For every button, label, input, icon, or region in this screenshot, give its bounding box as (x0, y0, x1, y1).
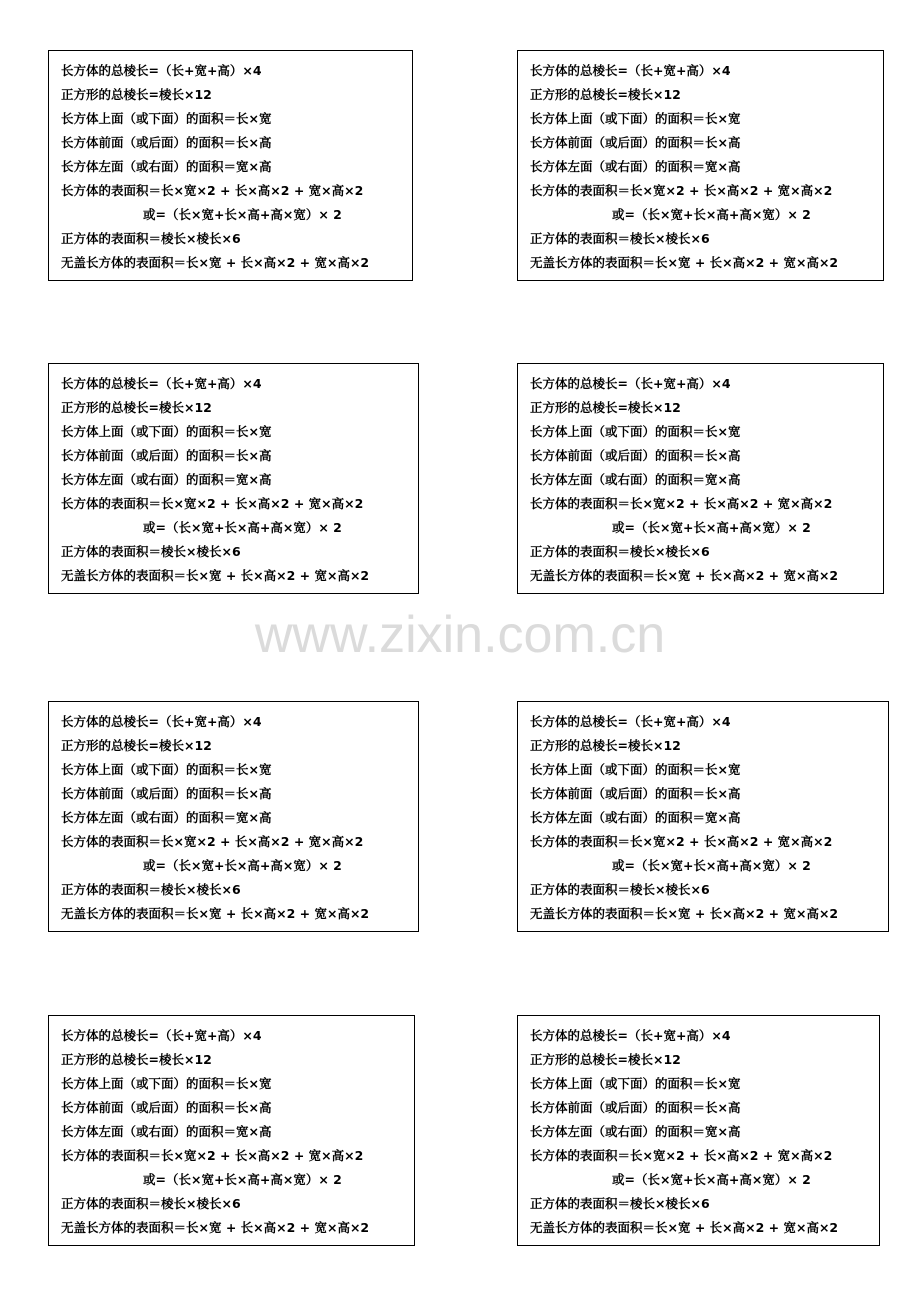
total-edge-cuboid-line: 长方体的总棱长=（长+宽+高）×4 (530, 714, 731, 729)
front-face-area-line: 长方体前面（或后面）的面积＝长×高 (530, 135, 741, 150)
cuboid-surface-area-line: 长方体的表面积＝长×宽×2 + 长×高×2 + 宽×高×2 (61, 183, 364, 198)
open-cuboid-surface-area-line: 无盖长方体的表面积＝长×宽 + 长×高×2 + 宽×高×2 (61, 1220, 370, 1235)
cuboid-surface-area-alt-line: 或=（长×宽+长×高+高×宽）× 2 (143, 1172, 342, 1187)
cube-surface-area-line: 正方体的表面积＝棱长×棱长×6 (530, 1196, 710, 1211)
total-edge-cuboid-line: 长方体的总棱长=（长+宽+高）×4 (61, 376, 262, 391)
total-edge-cuboid-line: 长方体的总棱长=（长+宽+高）×4 (530, 376, 731, 391)
cuboid-surface-area-line: 长方体的表面积＝长×宽×2 + 长×高×2 + 宽×高×2 (530, 1148, 833, 1163)
top-face-area-line: 长方体上面（或下面）的面积＝长×宽 (530, 762, 741, 777)
total-edge-square-line: 正方形的总棱长=棱长×12 (530, 400, 681, 415)
left-face-area-line: 长方体左面（或右面）的面积＝宽×高 (530, 472, 741, 487)
formula-card-6 (517, 701, 889, 932)
open-cuboid-surface-area-line: 无盖长方体的表面积＝长×宽 + 长×高×2 + 宽×高×2 (61, 255, 370, 270)
cuboid-surface-area-line: 长方体的表面积＝长×宽×2 + 长×高×2 + 宽×高×2 (61, 496, 364, 511)
cuboid-surface-area-line: 长方体的表面积＝长×宽×2 + 长×高×2 + 宽×高×2 (530, 834, 833, 849)
open-cuboid-surface-area-line: 无盖长方体的表面积＝长×宽 + 长×高×2 + 宽×高×2 (530, 906, 839, 921)
front-face-area-line: 长方体前面（或后面）的面积＝长×高 (530, 1100, 741, 1115)
cube-surface-area-line: 正方体的表面积＝棱长×棱长×6 (61, 882, 241, 897)
open-cuboid-surface-area-line: 无盖长方体的表面积＝长×宽 + 长×高×2 + 宽×高×2 (530, 568, 839, 583)
top-face-area-line: 长方体上面（或下面）的面积＝长×宽 (530, 111, 741, 126)
left-face-area-line: 长方体左面（或右面）的面积＝宽×高 (61, 472, 272, 487)
top-face-area-line: 长方体上面（或下面）的面积＝长×宽 (61, 424, 272, 439)
top-face-area-line: 长方体上面（或下面）的面积＝长×宽 (61, 762, 272, 777)
formula-card-4 (517, 363, 884, 594)
formula-card-1 (48, 50, 413, 281)
open-cuboid-surface-area-line: 无盖长方体的表面积＝长×宽 + 长×高×2 + 宽×高×2 (61, 568, 370, 583)
cuboid-surface-area-alt-line: 或=（长×宽+长×高+高×宽）× 2 (612, 1172, 811, 1187)
cuboid-surface-area-line: 长方体的表面积＝长×宽×2 + 长×高×2 + 宽×高×2 (530, 183, 833, 198)
cuboid-surface-area-line: 长方体的表面积＝长×宽×2 + 长×高×2 + 宽×高×2 (530, 496, 833, 511)
front-face-area-line: 长方体前面（或后面）的面积＝长×高 (61, 786, 272, 801)
cuboid-surface-area-line: 长方体的表面积＝长×宽×2 + 长×高×2 + 宽×高×2 (61, 1148, 364, 1163)
cube-surface-area-line: 正方体的表面积＝棱长×棱长×6 (61, 231, 241, 246)
left-face-area-line: 长方体左面（或右面）的面积＝宽×高 (61, 810, 272, 825)
front-face-area-line: 长方体前面（或后面）的面积＝长×高 (530, 448, 741, 463)
top-face-area-line: 长方体上面（或下面）的面积＝长×宽 (530, 1076, 741, 1091)
total-edge-square-line: 正方形的总棱长=棱长×12 (61, 738, 212, 753)
total-edge-square-line: 正方形的总棱长=棱长×12 (530, 87, 681, 102)
formula-card-8 (517, 1015, 880, 1246)
left-face-area-line: 长方体左面（或右面）的面积＝宽×高 (530, 1124, 741, 1139)
watermark: www.zixin.com.cn (254, 606, 666, 664)
cuboid-surface-area-alt-line: 或=（长×宽+长×高+高×宽）× 2 (143, 520, 342, 535)
front-face-area-line: 长方体前面（或后面）的面积＝长×高 (61, 448, 272, 463)
cube-surface-area-line: 正方体的表面积＝棱长×棱长×6 (530, 882, 710, 897)
formula-card-2 (517, 50, 884, 281)
total-edge-square-line: 正方形的总棱长=棱长×12 (530, 1052, 681, 1067)
total-edge-square-line: 正方形的总棱长=棱长×12 (61, 400, 212, 415)
total-edge-cuboid-line: 长方体的总棱长=（长+宽+高）×4 (530, 63, 731, 78)
cuboid-surface-area-line: 长方体的表面积＝长×宽×2 + 长×高×2 + 宽×高×2 (61, 834, 364, 849)
cuboid-surface-area-alt-line: 或=（长×宽+长×高+高×宽）× 2 (612, 207, 811, 222)
top-face-area-line: 长方体上面（或下面）的面积＝长×宽 (530, 424, 741, 439)
total-edge-cuboid-line: 长方体的总棱长=（长+宽+高）×4 (530, 1028, 731, 1043)
left-face-area-line: 长方体左面（或右面）的面积＝宽×高 (530, 159, 741, 174)
total-edge-square-line: 正方形的总棱长=棱长×12 (61, 1052, 212, 1067)
total-edge-cuboid-line: 长方体的总棱长=（长+宽+高）×4 (61, 1028, 262, 1043)
cuboid-surface-area-alt-line: 或=（长×宽+长×高+高×宽）× 2 (612, 858, 811, 873)
cube-surface-area-line: 正方体的表面积＝棱长×棱长×6 (530, 231, 710, 246)
cuboid-surface-area-alt-line: 或=（长×宽+长×高+高×宽）× 2 (612, 520, 811, 535)
cube-surface-area-line: 正方体的表面积＝棱长×棱长×6 (530, 544, 710, 559)
left-face-area-line: 长方体左面（或右面）的面积＝宽×高 (61, 159, 272, 174)
front-face-area-line: 长方体前面（或后面）的面积＝长×高 (61, 135, 272, 150)
front-face-area-line: 长方体前面（或后面）的面积＝长×高 (61, 1100, 272, 1115)
formula-card-5 (48, 701, 419, 932)
formula-card-7 (48, 1015, 415, 1246)
top-face-area-line: 长方体上面（或下面）的面积＝长×宽 (61, 1076, 272, 1091)
cube-surface-area-line: 正方体的表面积＝棱长×棱长×6 (61, 544, 241, 559)
total-edge-square-line: 正方形的总棱长=棱长×12 (530, 738, 681, 753)
open-cuboid-surface-area-line: 无盖长方体的表面积＝长×宽 + 长×高×2 + 宽×高×2 (530, 1220, 839, 1235)
left-face-area-line: 长方体左面（或右面）的面积＝宽×高 (530, 810, 741, 825)
cube-surface-area-line: 正方体的表面积＝棱长×棱长×6 (61, 1196, 241, 1211)
front-face-area-line: 长方体前面（或后面）的面积＝长×高 (530, 786, 741, 801)
open-cuboid-surface-area-line: 无盖长方体的表面积＝长×宽 + 长×高×2 + 宽×高×2 (530, 255, 839, 270)
left-face-area-line: 长方体左面（或右面）的面积＝宽×高 (61, 1124, 272, 1139)
formula-card-3 (48, 363, 419, 594)
total-edge-square-line: 正方形的总棱长=棱长×12 (61, 87, 212, 102)
open-cuboid-surface-area-line: 无盖长方体的表面积＝长×宽 + 长×高×2 + 宽×高×2 (61, 906, 370, 921)
total-edge-cuboid-line: 长方体的总棱长=（长+宽+高）×4 (61, 63, 262, 78)
top-face-area-line: 长方体上面（或下面）的面积＝长×宽 (61, 111, 272, 126)
total-edge-cuboid-line: 长方体的总棱长=（长+宽+高）×4 (61, 714, 262, 729)
cuboid-surface-area-alt-line: 或=（长×宽+长×高+高×宽）× 2 (143, 858, 342, 873)
cuboid-surface-area-alt-line: 或=（长×宽+长×高+高×宽）× 2 (143, 207, 342, 222)
